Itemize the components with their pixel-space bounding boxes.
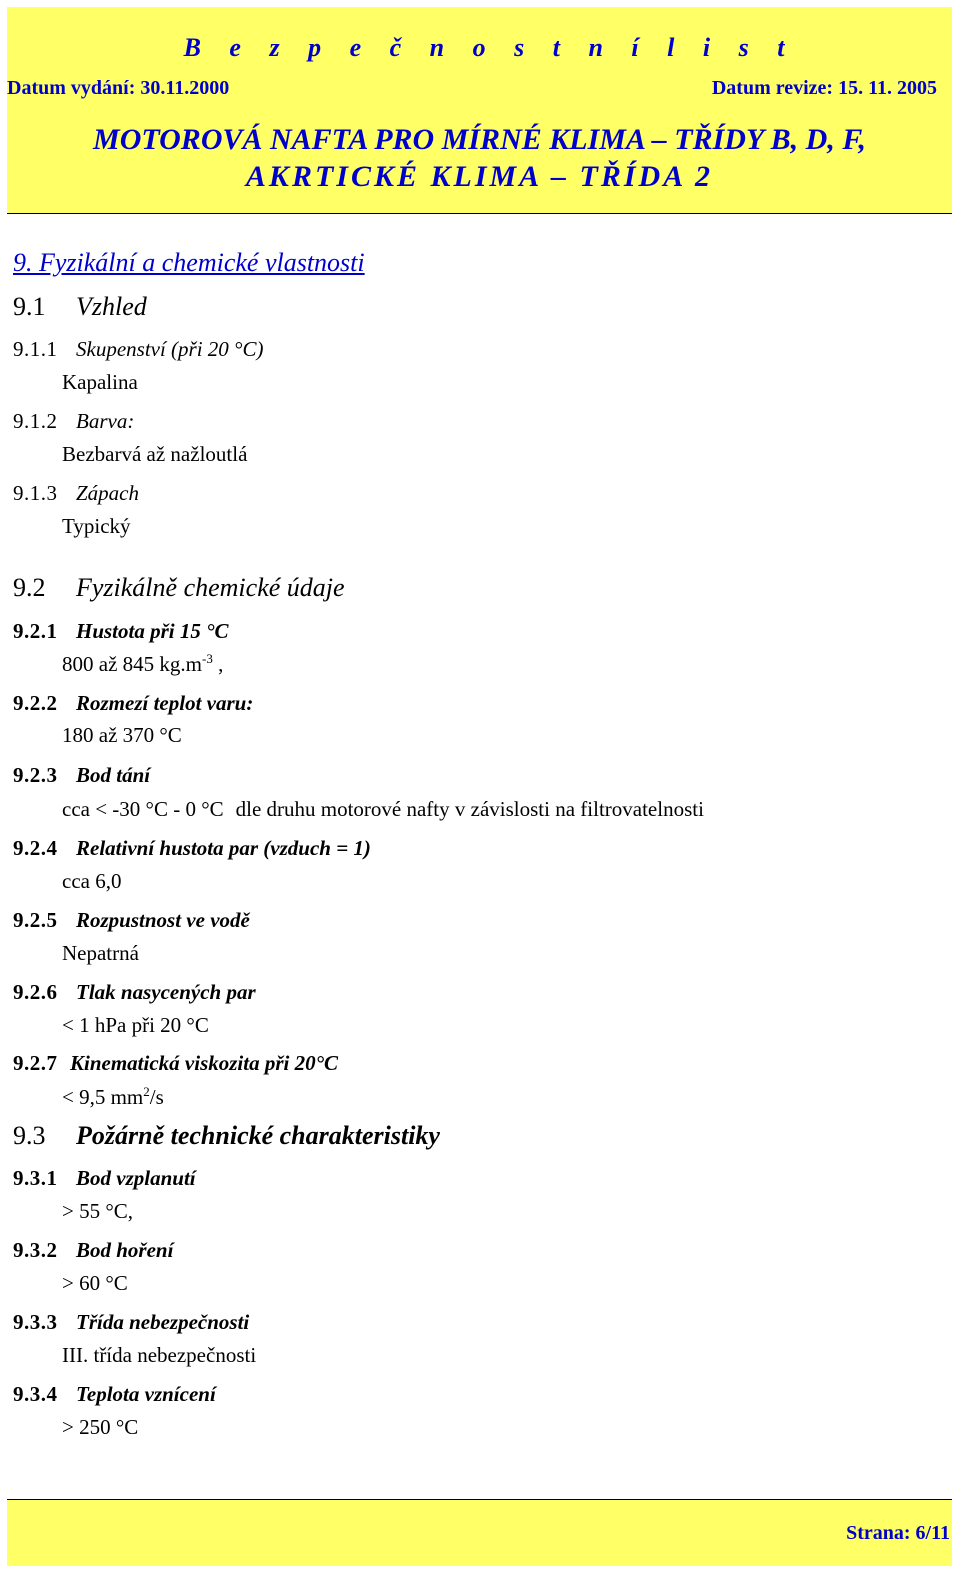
value-exponent: 2 xyxy=(143,1084,150,1099)
item-title: Bod vzplanutí xyxy=(76,1166,196,1190)
value-text: 800 až 845 kg.m xyxy=(62,652,202,676)
subsection-number: 9.1 xyxy=(13,292,46,321)
item-number: 9.2.5 xyxy=(13,908,58,932)
item-title: Zápach xyxy=(76,481,139,505)
subsection-heading-fire xyxy=(13,1121,440,1151)
product-name-line2: AKRTICKÉ KLIMA – TŘÍDA 2 xyxy=(245,160,714,193)
item-title: Bod hoření xyxy=(76,1238,174,1262)
item-title: Hustota při 15 °C xyxy=(76,619,229,643)
item-heading-vapor-pressure xyxy=(13,980,256,1005)
item-heading-melting xyxy=(13,763,150,788)
value-exponent: -3 xyxy=(201,651,213,666)
item-value-fire-point: > 60 °C xyxy=(62,1271,128,1295)
item-number: 9.1.2 xyxy=(13,409,58,433)
item-number: 9.2.4 xyxy=(13,836,58,860)
item-heading-flash-point xyxy=(13,1166,196,1191)
item-number: 9.3.4 xyxy=(13,1382,58,1406)
value-suffix: , xyxy=(212,652,224,676)
subsection-heading-physchem xyxy=(13,573,345,603)
item-title: Relativní hustota par (vzduch = 1) xyxy=(76,836,371,860)
document-header xyxy=(7,7,952,214)
item-number: 9.2.7 xyxy=(13,1051,58,1075)
item-number: 9.1.3 xyxy=(13,481,58,505)
item-title: Třída nebezpečnosti xyxy=(76,1310,250,1334)
item-value-solubility: Nepatrná xyxy=(62,941,139,965)
item-number: 9.3.2 xyxy=(13,1238,58,1262)
item-value-ignition: > 250 °C xyxy=(62,1415,139,1439)
item-title: Kinematická viskozita při 20°C xyxy=(70,1051,338,1075)
item-value-boiling: 180 až 370 °C xyxy=(62,723,182,747)
item-value-density xyxy=(62,651,223,677)
subsection-number: 9.2 xyxy=(13,573,46,602)
item-heading-state xyxy=(13,337,263,362)
section-heading: 9. Fyzikální a chemické vlastnosti xyxy=(13,248,365,277)
item-number: 9.2.1 xyxy=(13,619,58,643)
item-value-odor: Typický xyxy=(62,514,131,538)
product-name-line1: MOTOROVÁ NAFTA PRO MÍRNÉ KLIMA – TŘÍDY B, D, F, xyxy=(93,123,866,156)
item-title: Bod tání xyxy=(76,763,151,787)
subsection-heading-appearance xyxy=(13,292,147,322)
value-note: dle druhu motorové nafty v závislosti na filtrovatelnosti xyxy=(235,797,704,821)
item-number: 9.3.3 xyxy=(13,1310,58,1334)
item-title: Rozpustnost ve vodě xyxy=(76,908,250,932)
item-title: Skupenství (při 20 °C) xyxy=(76,337,264,361)
item-heading-vapor-density xyxy=(13,836,371,861)
item-heading-boiling xyxy=(13,691,253,716)
value-suffix: /s xyxy=(149,1085,164,1109)
item-title: Barva: xyxy=(76,409,135,433)
item-heading-fire-point xyxy=(13,1238,173,1263)
item-title: Rozmezí teplot varu: xyxy=(76,691,254,715)
subsection-title: Fyzikálně chemické údaje xyxy=(76,573,345,602)
item-title: Teplota vznícení xyxy=(76,1382,216,1406)
item-number: 9.1.1 xyxy=(13,337,58,361)
value-range: cca < -30 °C - 0 °C xyxy=(62,797,224,821)
item-value-vapor-density: cca 6,0 xyxy=(62,869,122,893)
item-value-viscosity xyxy=(62,1084,164,1110)
item-number: 9.3.1 xyxy=(13,1166,58,1190)
item-value-state: Kapalina xyxy=(62,370,138,394)
issue-date: Datum vydání: 30.11.2000 xyxy=(7,77,230,99)
subsection-title: Vzhled xyxy=(76,292,147,321)
item-heading-density xyxy=(13,619,229,644)
item-value-melting xyxy=(62,797,704,822)
item-number: 9.2.3 xyxy=(13,763,58,787)
item-heading-odor xyxy=(13,481,139,506)
item-number: 9.2.6 xyxy=(13,980,58,1004)
subsection-number: 9.3 xyxy=(13,1121,46,1150)
page-number: Strana: 6/11 xyxy=(846,1522,950,1544)
value-text: < 9,5 mm xyxy=(62,1085,144,1109)
item-value-vapor-pressure: < 1 hPa při 20 °C xyxy=(62,1013,209,1037)
item-number: 9.2.2 xyxy=(13,691,58,715)
document-title: B e z p e č n o s t n í l i s t xyxy=(183,33,796,62)
item-value-color: Bezbarvá až nažloutlá xyxy=(62,442,248,466)
item-heading-viscosity xyxy=(13,1051,338,1076)
subsection-title: Požárně technické charakteristiky xyxy=(76,1121,440,1150)
item-title: Tlak nasycených par xyxy=(76,980,256,1004)
item-value-flash-point: > 55 °C, xyxy=(62,1199,133,1223)
item-heading-solubility xyxy=(13,908,250,933)
item-value-hazard-class: III. třída nebezpečnosti xyxy=(62,1343,257,1367)
item-heading-hazard-class xyxy=(13,1310,249,1335)
item-heading-color xyxy=(13,409,134,434)
item-heading-ignition xyxy=(13,1382,216,1407)
document-footer xyxy=(7,1499,952,1566)
revision-date: Datum revize: 15. 11. 2005 xyxy=(711,77,937,99)
